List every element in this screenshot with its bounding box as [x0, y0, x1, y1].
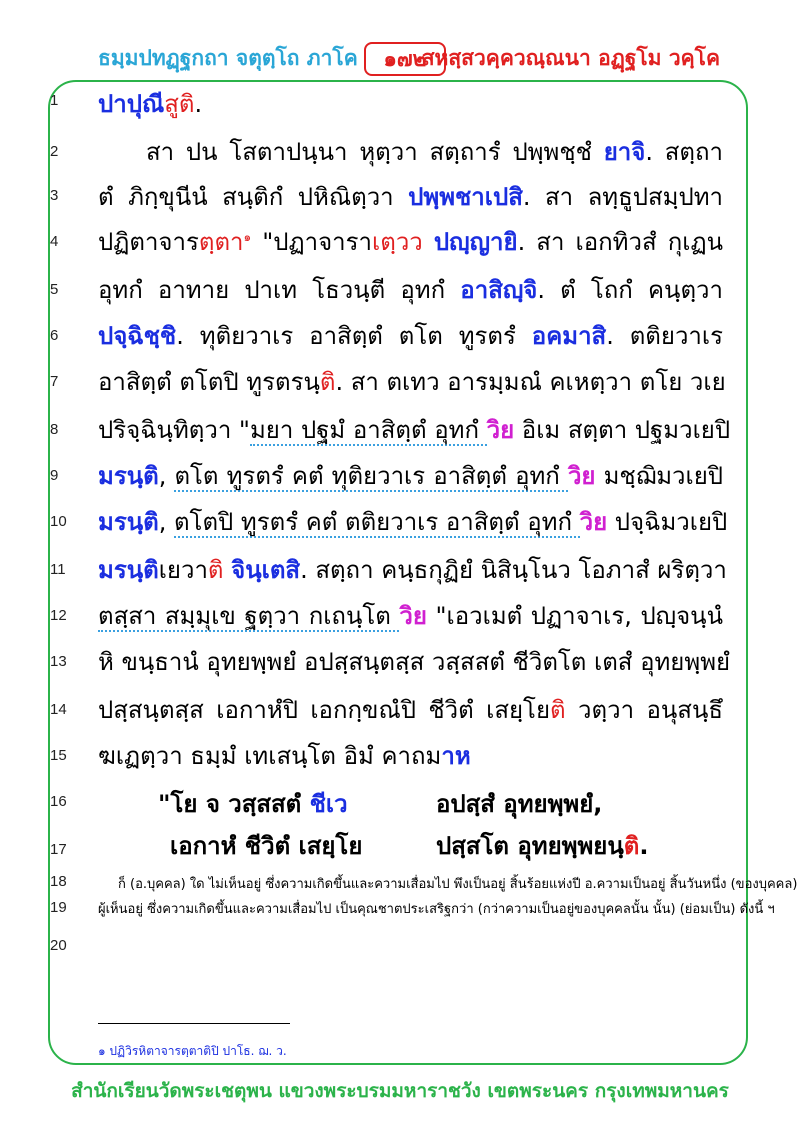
line-number: 12 — [50, 607, 67, 624]
text-line-9: มรนฺติ, ตโต ทูรตรํ คตํ ทุติยวาเร อาสิตฺตํ อุทกํ วิย มชฺฌิมวเยปิ — [98, 462, 723, 490]
line-number: 4 — [50, 233, 59, 250]
line-number: 17 — [50, 841, 67, 858]
verse-line-16a: "โย จ วสฺสสตํ ชีเว — [158, 790, 348, 818]
text-line-5: อุทกํ อาทาย ปาเท โธวนฺตี อุทกํ อาสิญฺจิ. ตํ โถกํ คนฺตฺวา — [98, 276, 723, 304]
line-number: 13 — [50, 653, 67, 670]
text-line-14: ปสฺสนฺตสฺส เอกาหํปิ เอกกฺขณํปิ ชีวิตํ เสยฺโยติ วตฺวา อนุสนฺธึ — [98, 696, 723, 724]
text-line-7: อาสิตฺตํ ตโตปิ ทูรตรนฺติ. สา ตเทว อารมฺมณํ คเหตฺวา ตโย วเย — [98, 368, 726, 396]
text-line-4: ปฏิตาจารตฺตา$^๑$ "ปฏาจาราเตฺวว ปญฺญายิ. สา เอกทิวสํ กุเฏน — [98, 228, 723, 256]
line-number: 7 — [50, 373, 59, 390]
line-number: 8 — [50, 421, 59, 438]
line-number: 9 — [50, 467, 59, 484]
text-line-3: ตํ ภิกฺขุนีนํ สนฺติกํ ปหิณิตฺวา ปพฺพชาเปสิ. สา ลทฺธูปสมฺปทา — [98, 183, 724, 211]
translation-line-18: ก็ (อ.บุคคล) ใด ไม่เห็นอยู่ ซึ่งความเกิดขึ้นและความเสื่อมไป พึงเป็นอยู่ สิ้นร้อยแห่งปี อ.ความเป็นอยู่ สิ้นวันหนึ่ง (ของบุคคล) — [118, 877, 798, 892]
text-line-8: ปริจฺฉินฺทิตฺวา "มยา ปฐมํ อาสิตฺตํ อุทกํ วิย อิเม สตฺตา ปฐมวเยปิ — [98, 416, 731, 444]
line-number: 6 — [50, 327, 59, 344]
translation-line-19: ผู้เห็นอยู่ ซึ่งความเกิดขึ้นและความเสื่อมไป เป็นคุณชาตประเสริฐกว่า (กว่าความเป็นอยู่ของบุคคลนั้น นั้น) (ย่อมเป็น) ดังนี้ ฯ — [98, 902, 775, 917]
text-line-1: ปาปุณีสูติ. — [98, 90, 203, 118]
verse-line-17b: ปสฺสโต อุทยพฺพยนฺติ. — [436, 832, 649, 860]
text-line-13: หิ ขนฺธานํ อุทยพฺพยํ อปสฺสนฺตสฺส วสฺสสตํ ชีวิตโต เตสํ อุทยพฺพยํ — [98, 648, 731, 676]
text-line-2: สา ปน โสตาปนฺนา หุตฺวา สตฺถารํ ปพฺพชฺชํ ยาจิ. สตฺถา — [146, 138, 724, 166]
line-number: 20 — [50, 937, 67, 954]
line-number: 10 — [50, 513, 67, 530]
footnote-divider — [98, 1023, 290, 1024]
page-header — [0, 42, 800, 78]
header-book-title: ธมฺมปทฏฺฐกถา จตุตฺโถ ภาโค — [98, 46, 358, 70]
line-number: 5 — [50, 281, 59, 298]
line-number: 1 — [50, 92, 59, 109]
line-number: 15 — [50, 747, 67, 764]
line-number: 16 — [50, 793, 67, 810]
text-line-10: มรนฺติ, ตโตปิ ทูรตรํ คตํ ตติยวาเร อาสิตฺตํ อุทกํ วิย ปจฺฉิมวเยปิ — [98, 508, 728, 536]
text-line-6: ปจฺฉิชฺชิ. ทุติยวาเร อาสิตฺตํ ตโต ทูรตรํ อคมาสิ. ตติยวาเร — [98, 322, 723, 350]
footnote: ๑ ปฏิวิรหิตาจารตฺตาติปิ ปาโธ. ฌ. ว. — [98, 1044, 287, 1058]
text-line-15: ฆเฏตฺวา ธมฺมํ เทเสนฺโต อิมํ คาถมาห — [98, 742, 471, 770]
line-number: 18 — [50, 873, 67, 890]
line-number: 11 — [50, 561, 66, 578]
page-number-badge: ๑๗๒ — [364, 42, 446, 76]
line-number: 3 — [50, 187, 59, 204]
verse-line-16b: อปสฺสํ อุทยพฺพยํ, — [436, 790, 603, 818]
line-number: 14 — [50, 701, 67, 718]
text-line-11: มรนฺติเยวาติ จินฺเตสิ. สตฺถา คนฺธกุฏิยํ นิสินฺโนว โอภาสํ ผริตฺวา — [98, 556, 727, 584]
text-line-12: ตสฺสา สมฺมุเข ฐตฺวา กเถนฺโต วิย "เอวเมตํ ปฏาจาเร, ปญฺจนฺนํ — [98, 602, 723, 630]
line-number: 19 — [50, 899, 67, 916]
verse-line-17a: เอกาหํ ชีวิตํ เสยฺโย — [170, 832, 363, 860]
header-chapter-title: สหสฺสวคฺควณฺณนา อฏฺฐโม วคฺโค — [421, 46, 720, 70]
line-number: 2 — [50, 143, 59, 160]
page-footer: สำนักเรียนวัดพระเชตุพน แขวงพระบรมมหาราชวัง เขตพระนคร กรุงเทพมหานคร — [71, 1080, 729, 1102]
